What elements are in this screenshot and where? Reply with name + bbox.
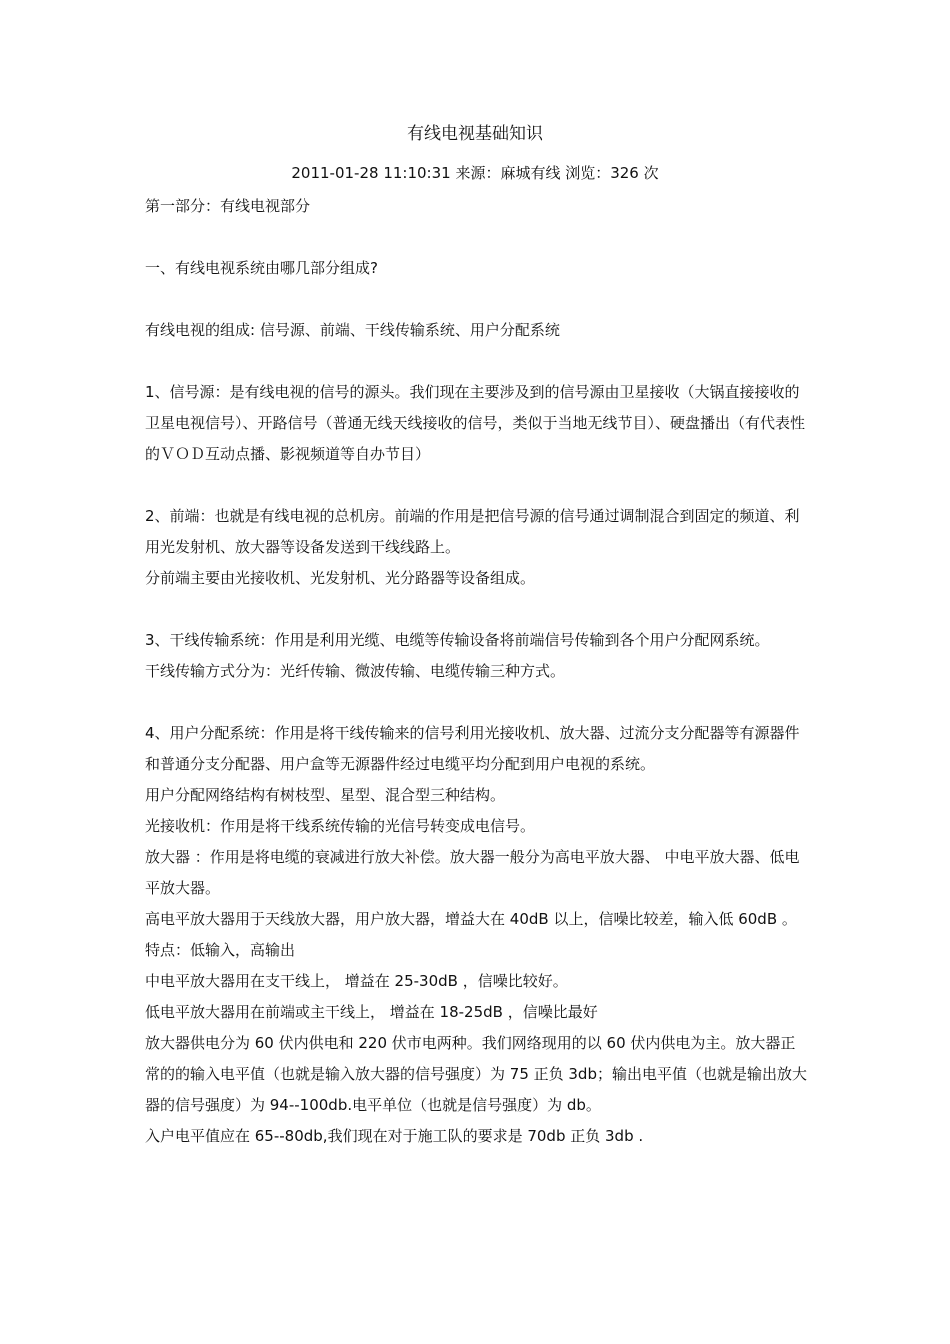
paragraph-signal-source: 1、信号源：是有线电视的信号的源头。我们现在主要涉及到的信号源由卫星接收（大锅直接接收的卫星电视信号）、开路信号（普通无线天线接收的信号，类似于当地无线节目）、硬盘播出（有代表性的ＶＯＤ互动点播、影视频道等自办节目） [145, 383, 806, 463]
paragraph-amp-power: 放大器供电分为 60 伏内供电和 220 伏市电两种。我们网络现用的以 60 伏内供电为主。放大器正常的的输入电平值（也就是输入放大器的信号强度）为 75 正负 3db；输出电平值（也就是输出放大器的信号强度）为 94--100db.电平单位（也就是信号强度）为 db。 [145, 1034, 807, 1114]
question-heading: 一、有线电视系统由哪几部分组成? [145, 259, 378, 277]
paragraph-optical-receiver: 光接收机：作用是将干线系统传输的光信号转变成电信号。 [145, 817, 536, 835]
paragraph-distribution: 4、用户分配系统：作用是将干线传输来的信号利用光接收机、放大器、过流分支分配器等有源器件和普通分支分配器、用户盒等无源器件经过电缆平均分配到用户电视的系统。 [145, 724, 800, 773]
paragraph-trunk-methods: 干线传输方式分为：光纤传输、微波传输、电缆传输三种方式。 [145, 662, 566, 680]
part-heading: 第一部分：有线电视部分 [145, 197, 311, 215]
paragraph-features: 特点：低输入，高输出 [145, 941, 296, 959]
document-meta: 2011-01-28 11:10:31 来源：麻城有线 浏览：326 次 [291, 164, 659, 182]
paragraph-mid-level-amp: 中电平放大器用在支干线上， 增益在 25-30dB ，信噪比较好。 [145, 972, 568, 990]
paragraph-high-level-amp: 高电平放大器用于天线放大器，用户放大器，增益大在 40dB 以上，信噪比较差，输入低 60dB 。 [145, 910, 797, 928]
document-body [145, 191, 810, 1152]
document-title: 有线电视基础知识 [407, 124, 543, 144]
paragraph-headend: 2、前端：也就是有线电视的总机房。前端的作用是把信号源的信号通过调制混合到固定的频道、利用光发射机、放大器等设备发送到干线线路上。 [145, 507, 800, 556]
paragraph-trunk: 3、干线传输系统：作用是利用光缆、电缆等传输设备将前端信号传输到各个用户分配网系统。 [145, 631, 770, 649]
paragraph-network-structure: 用户分配网络结构有树枝型、星型、混合型三种结构。 [145, 786, 506, 804]
paragraph-home-level: 入户电平值应在 65--80db,我们现在对于施工队的要求是 70db 正负 3db . [145, 1127, 644, 1145]
paragraph-composition: 有线电视的组成: 信号源、前端、干线传输系统、用户分配系统 [145, 321, 560, 339]
paragraph-low-level-amp: 低电平放大器用在前端或主干线上， 增益在 18-25dB ，信噪比最好 [145, 1003, 598, 1021]
paragraph-amplifier: 放大器 ：作用是将电缆的衰减进行放大补偿。放大器一般分为高电平放大器、 中电平放大器、低电平放大器。 [145, 848, 800, 897]
paragraph-sub-headend: 分前端主要由光接收机、光发射机、光分路器等设备组成。 [145, 569, 536, 587]
